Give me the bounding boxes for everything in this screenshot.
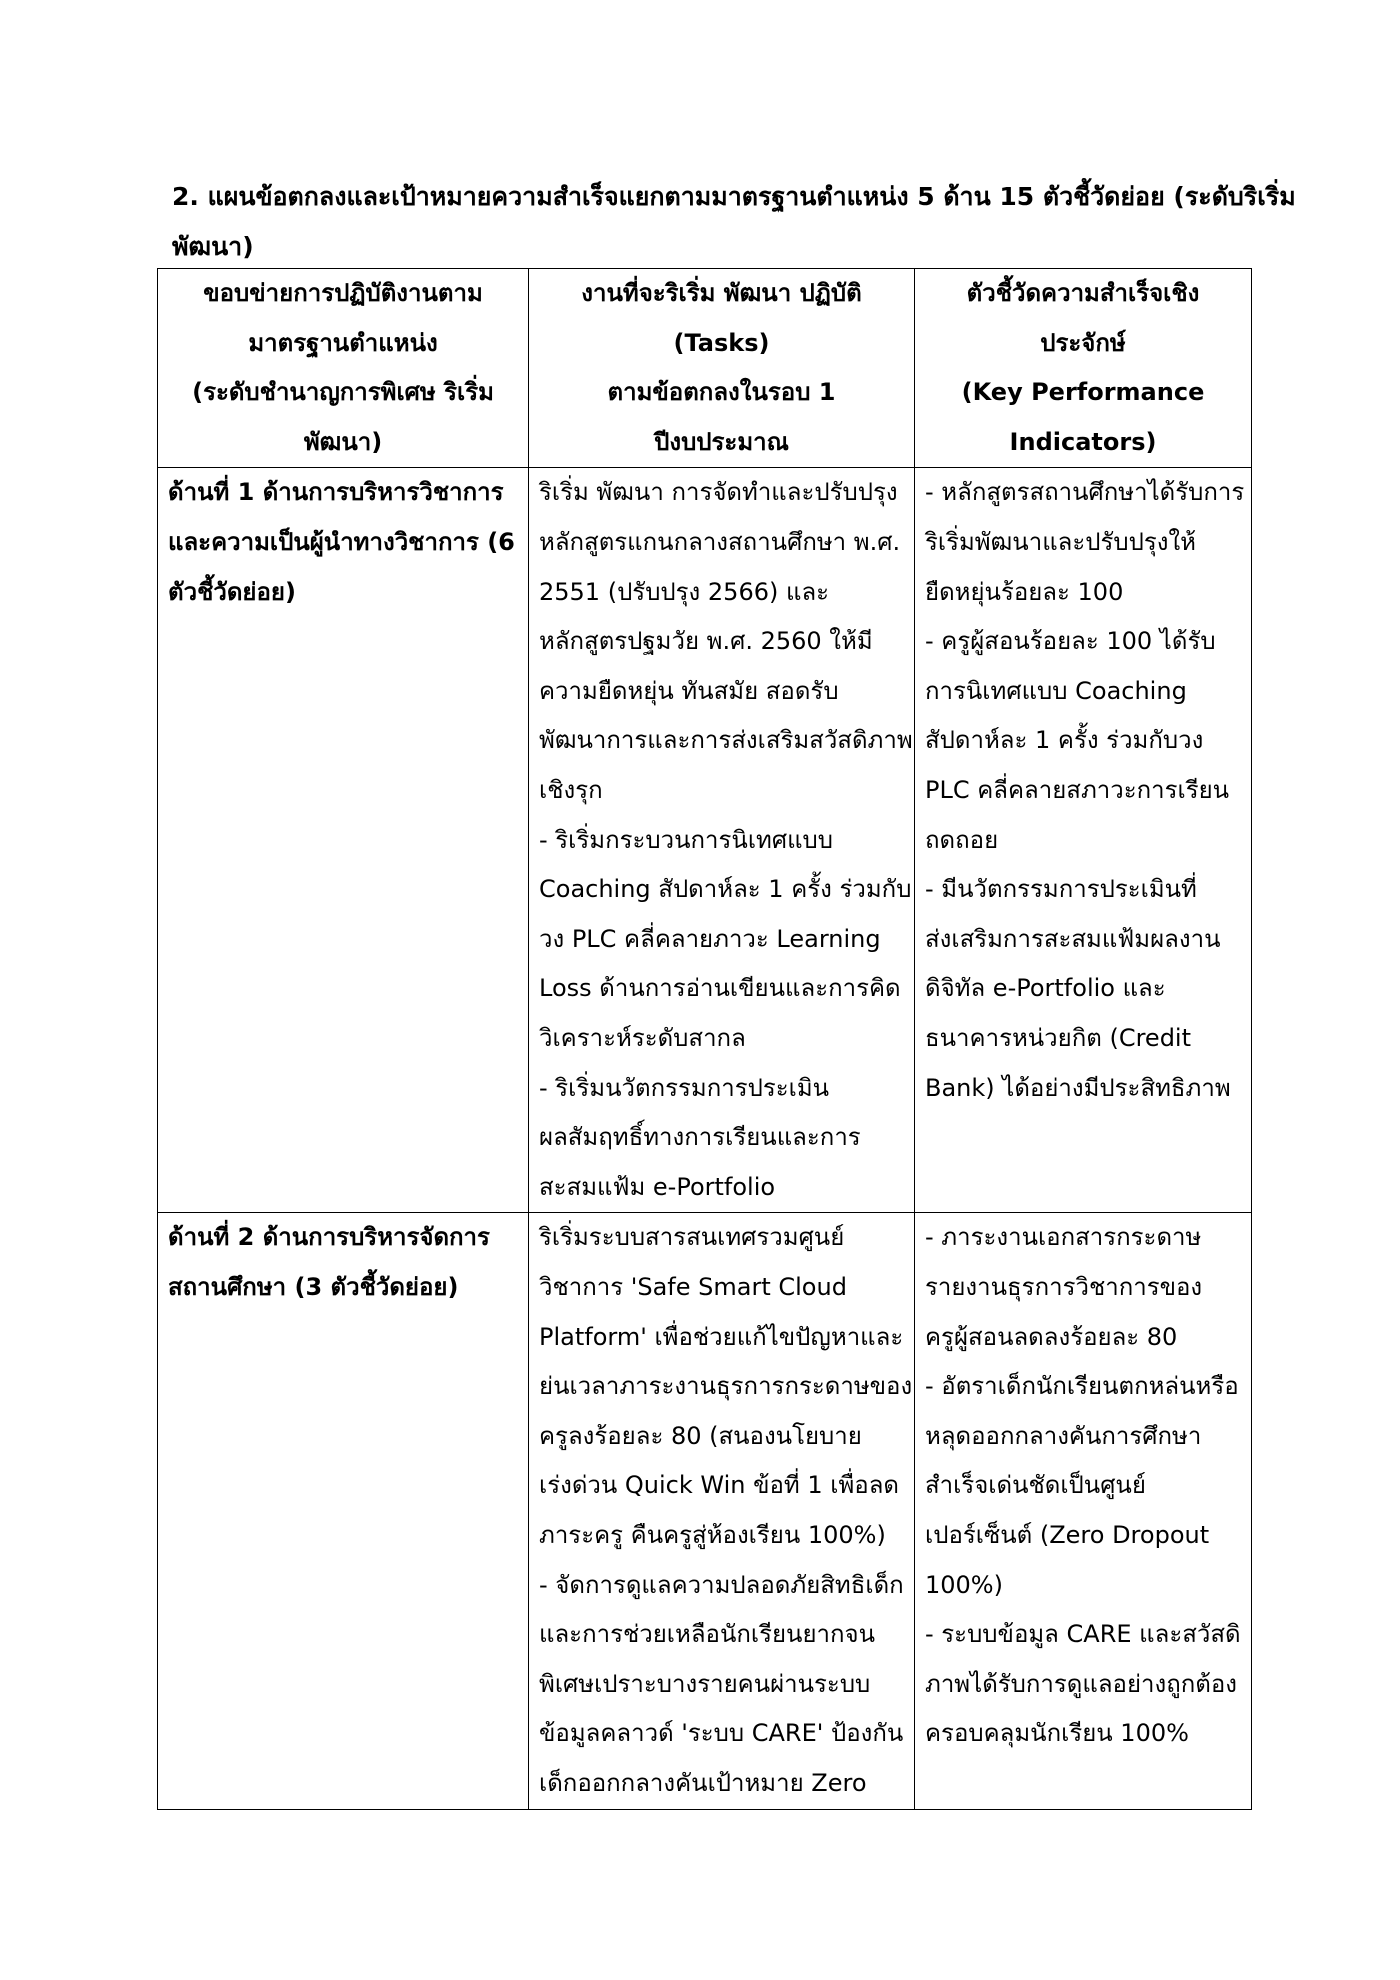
- task-line: วิชาการ 'Safe Smart Cloud: [539, 1272, 847, 1301]
- kpi-line: ส่งเสริมการสะสมแฟ้มผลงาน: [925, 924, 1221, 953]
- kpi-line: ยืดหยุ่นร้อยละ 100: [925, 577, 1124, 606]
- task-line: วิเคราะห์ระดับสากล: [539, 1023, 746, 1052]
- header-line: Indicators): [1009, 427, 1157, 456]
- kpi-line: รายงานธุรการวิชาการของ: [925, 1272, 1203, 1301]
- kpi-line: ริเริ่มพัฒนาและปรับปรุงให้: [925, 527, 1196, 556]
- dimension-line: และความเป็นผู้นำทางวิชาการ (6: [168, 527, 515, 556]
- kpi-line: ครอบคลุมนักเรียน 100%: [925, 1719, 1189, 1748]
- task-line: ริเริ่มระบบสารสนเทศรวมศูนย์: [539, 1223, 845, 1252]
- task-line: ความยืดหยุ่น ทันสมัย สอดรับ: [539, 676, 839, 705]
- task-line: หลักสูตรปฐมวัย พ.ศ. 2560 ให้มี: [539, 627, 873, 656]
- performance-agreement-table: [157, 268, 1252, 1810]
- kpi-line: PLC คลี่คลายสภาวะการเรียน: [925, 775, 1230, 804]
- task-line: ผลสัมฤทธิ์ทางการเรียนและการ: [539, 1123, 861, 1152]
- header-line: (Key Performance: [961, 378, 1205, 407]
- section-heading: [172, 172, 1296, 272]
- dimension-line: ด้านที่ 1 ด้านการบริหารวิชาการ: [168, 478, 504, 507]
- kpi-line: - ครูผู้สอนร้อยละ 100 ได้รับ: [925, 627, 1216, 656]
- kpi-line: - ภาระงานเอกสารกระดาษ: [925, 1223, 1202, 1252]
- kpi-line: Bank) ได้อย่างมีประสิทธิภาพ: [925, 1073, 1231, 1102]
- dimension-line: ด้านที่ 2 ด้านการบริหารจัดการ: [168, 1223, 490, 1252]
- kpi-line: ถดถอย: [925, 825, 999, 854]
- tasks-cell: [529, 468, 915, 1213]
- kpi-line: - มีนวัตกรรมการประเมินที่: [925, 875, 1197, 904]
- header-line: มาตรฐานตำแหน่ง: [248, 328, 438, 357]
- kpi-line: ภาพได้รับการดูแลอย่างถูกต้อง: [925, 1669, 1238, 1698]
- header-scope: [158, 269, 529, 468]
- header-line: (ระดับชำนาญการพิเศษ ริเริ่ม: [192, 378, 494, 407]
- header-kpis: [915, 269, 1252, 468]
- task-line: - ริเริ่มนวัตกรรมการประเมิน: [539, 1073, 830, 1102]
- task-line: และการช่วยเหลือนักเรียนยากจน: [539, 1620, 875, 1649]
- section-heading-line: พัฒนา): [172, 232, 254, 261]
- kpi-line: - อัตราเด็กนักเรียนตกหล่นหรือ: [925, 1372, 1239, 1401]
- task-line: Coaching สัปดาห์ละ 1 ครั้ง ร่วมกับ: [539, 875, 912, 904]
- task-line: Loss ด้านการอ่านเขียนและการคิด: [539, 974, 901, 1003]
- task-line: Platform' เพื่อช่วยแก้ไขปัญหาและ: [539, 1322, 904, 1351]
- dimension-cell: [158, 1213, 529, 1809]
- task-line: - จัดการดูแลความปลอดภัยสิทธิเด็ก: [539, 1570, 904, 1599]
- dimension-line: สถานศึกษา (3 ตัวชี้วัดย่อย): [168, 1272, 459, 1301]
- task-line: เร่งด่วน Quick Win ข้อที่ 1 เพื่อลด: [539, 1471, 900, 1500]
- header-tasks: [529, 269, 915, 468]
- tasks-cell: [529, 1213, 915, 1809]
- kpi-line: - หลักสูตรสถานศึกษาได้รับการ: [925, 478, 1245, 507]
- header-line: พัฒนา): [303, 427, 383, 456]
- dimension-cell: [158, 468, 529, 1213]
- table-row: [158, 1213, 1252, 1809]
- dimension-line: ตัวชี้วัดย่อย): [168, 577, 296, 606]
- kpi-line: สำเร็จเด่นชัดเป็นศูนย์: [925, 1471, 1146, 1500]
- kpi-line: การนิเทศแบบ Coaching: [925, 676, 1187, 705]
- header-line: ปีงบประมาณ: [654, 427, 789, 456]
- task-line: หลักสูตรแกนกลางสถานศึกษา พ.ศ.: [539, 527, 901, 556]
- task-line: ริเริ่ม พัฒนา การจัดทำและปรับปรุง: [539, 478, 898, 507]
- task-line: ย่นเวลาภาระงานธุรการกระดาษของ: [539, 1372, 913, 1401]
- task-line: ภาระครู คืนครูสู่ห้องเรียน 100%): [539, 1520, 886, 1549]
- task-line: 2551 (ปรับปรุง 2566) และ: [539, 577, 830, 606]
- task-line: ข้อมูลคลาวด์ 'ระบบ CARE' ป้องกัน: [539, 1719, 904, 1748]
- section-heading-line: 2. แผนข้อตกลงและเป้าหมายความสำเร็จแยกตามมาตรฐานตำแหน่ง 5 ด้าน 15 ตัวชี้วัดย่อย (ระดับริเริ่ม: [172, 182, 1296, 211]
- header-line: ตัวชี้วัดความสำเร็จเชิง: [966, 279, 1200, 307]
- task-line: พัฒนาการและการส่งเสริมสวัสดิภาพ: [539, 726, 913, 755]
- kpi-line: - ระบบข้อมูล CARE และสวัสดิ: [925, 1620, 1241, 1649]
- task-line: - ริเริ่มกระบวนการนิเทศแบบ: [539, 825, 834, 854]
- task-line: เด็กออกกลางคันเป้าหมาย Zero: [539, 1768, 867, 1797]
- table-header-row: [158, 269, 1252, 468]
- kpi-line: ครูผู้สอนลดลงร้อยละ 80: [925, 1322, 1178, 1351]
- task-line: เชิงรุก: [539, 775, 603, 804]
- kpi-line: ธนาคารหน่วยกิต (Credit: [925, 1023, 1192, 1052]
- kpi-cell: [915, 468, 1252, 1213]
- kpi-line: ดิจิทัล e-Portfolio และ: [925, 974, 1166, 1003]
- header-line: ขอบข่ายการปฏิบัติงานตาม: [203, 279, 483, 307]
- kpi-line: สัปดาห์ละ 1 ครั้ง ร่วมกับวง: [925, 726, 1204, 755]
- task-line: สะสมแฟ้ม e-Portfolio: [539, 1172, 776, 1201]
- kpi-line: เปอร์เซ็นต์ (Zero Dropout: [925, 1520, 1210, 1549]
- task-line: ครูลงร้อยละ 80 (สนองนโยบาย: [539, 1421, 862, 1450]
- header-line: งานที่จะริเริ่ม พัฒนา ปฏิบัติ: [581, 279, 862, 307]
- header-line: (Tasks): [673, 328, 770, 357]
- table-row: [158, 468, 1252, 1213]
- task-line: พิเศษเปราะบางรายคนผ่านระบบ: [539, 1669, 871, 1698]
- kpi-line: 100%): [925, 1570, 1003, 1599]
- header-line: ประจักษ์: [1040, 328, 1126, 357]
- kpi-cell: [915, 1213, 1252, 1809]
- task-line: วง PLC คลี่คลายภาวะ Learning: [539, 924, 881, 953]
- header-line: ตามข้อตกลงในรอบ 1: [607, 378, 836, 407]
- kpi-line: หลุดออกกลางคันการศึกษา: [925, 1421, 1202, 1450]
